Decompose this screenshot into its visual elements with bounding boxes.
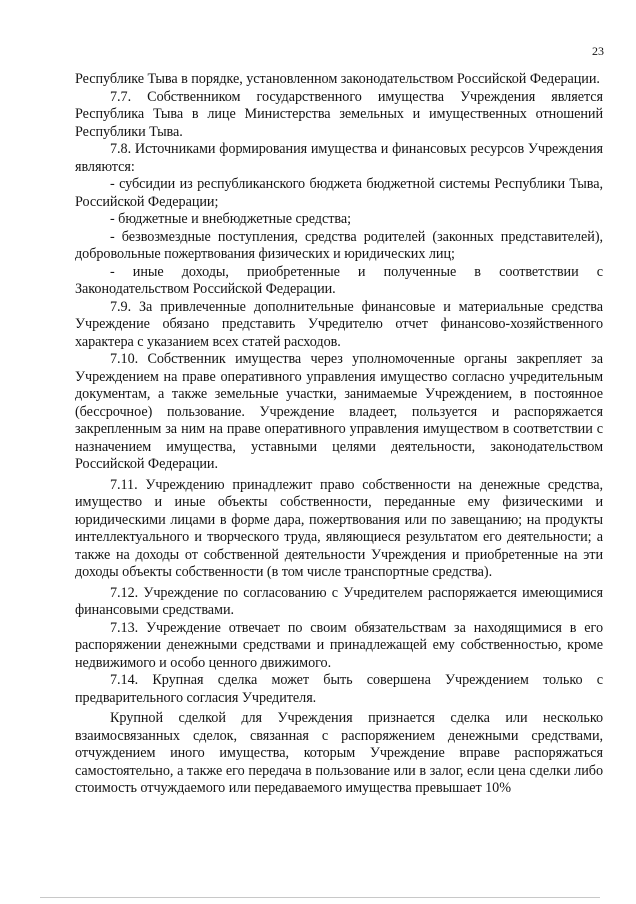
paragraph-7-14: 7.14. Крупная сделка может быть совершена Учреждением только с предварительного согласия Учредителя. [75,672,603,706]
paragraph-7-13: 7.13. Учреждение отвечает по своим обязательствам за находящимися в его распоряжении денежными средствами и принадлежащей ему собственностью, кроме недвижимого и особо ценного движимого. [75,619,603,671]
page-number: 23 [592,44,604,58]
paragraph-7-12: 7.12. Учреждение по согласованию с Учредителем распоряжается имеющимися финансовыми средствами. [75,584,603,618]
paragraph-major-transaction: Крупной сделкой для Учреждения признается сделка или несколько взаимосвязанных сделок, связанная с распоряжением денежными средствами, отчуждением иного имущества, которым Учреждение вправе распоряжаться самостоятельно, а также его передача в пользование или в залог, если цена сделки либо стоимость отчуждаемого или передаваемого имущества превышает 10% [75,710,603,796]
paragraph-7-8: 7.8. Источниками формирования имущества и финансовых ресурсов Учреждения являются: [75,141,603,175]
paragraph-continuation: Республике Тыва в порядке, установленном законодательством Российской Федерации. [75,71,600,87]
list-item-budget-funds: - бюджетные и внебюджетные средства; [110,211,351,227]
list-item-subsidies: - субсидии из республиканского бюджета бюджетной системы Республики Тыва, Российской Федерации; [75,176,603,210]
list-item-other-income: - иные доходы, приобретенные и полученные в соответствии с Законодательством Российской Федерации. [75,263,603,297]
list-item-donations: - безвозмездные поступления, средства родителей (законных представителей), добровольные пожертвования физических и юридических лиц; [75,228,603,262]
document-body [75,71,603,798]
paragraph-7-11: 7.11. Учреждению принадлежит право собственности на денежные средства, имущество и иные объекты собственности, переданные ему физическими и юридическими лицами в форме дара, пожертвования или по завещанию; на продукты интеллектуального и творческого труда, являющиеся результатом его деятельности; а также на доходы от собственной деятельности Учреждения и приобретенные на эти доходы объекты собственности (в том числе транспортные средства). [75,476,603,580]
paragraph-7-10: 7.10. Собственник имущества через уполномоченные органы закрепляет за Учреждением на праве оперативного управления имущество согласно учредительным документам, а также земельные участки, занимаемые Учреждением, в постоянное (бессрочное) пользование. Учреждение владеет, пользуется и распоряжается закрепленным за ним на праве оперативного управления имуществом в соответствии с назначением имущества, уставными целями деятельности, законодательством Российской Федерации. [75,351,603,472]
scan-bottom-edge [40,897,600,898]
paragraph-7-7: 7.7. Собственником государственного имущества Учреждения является Республика Тыва в лице Министерства земельных и имущественных отношений Республики Тыва. [75,88,603,140]
paragraph-7-9: 7.9. За привлеченные дополнительные финансовые и материальные средства Учреждение обязано представить Учредителю отчет финансово-хозяйственного характера с указанием всех статей расходов. [75,298,603,350]
